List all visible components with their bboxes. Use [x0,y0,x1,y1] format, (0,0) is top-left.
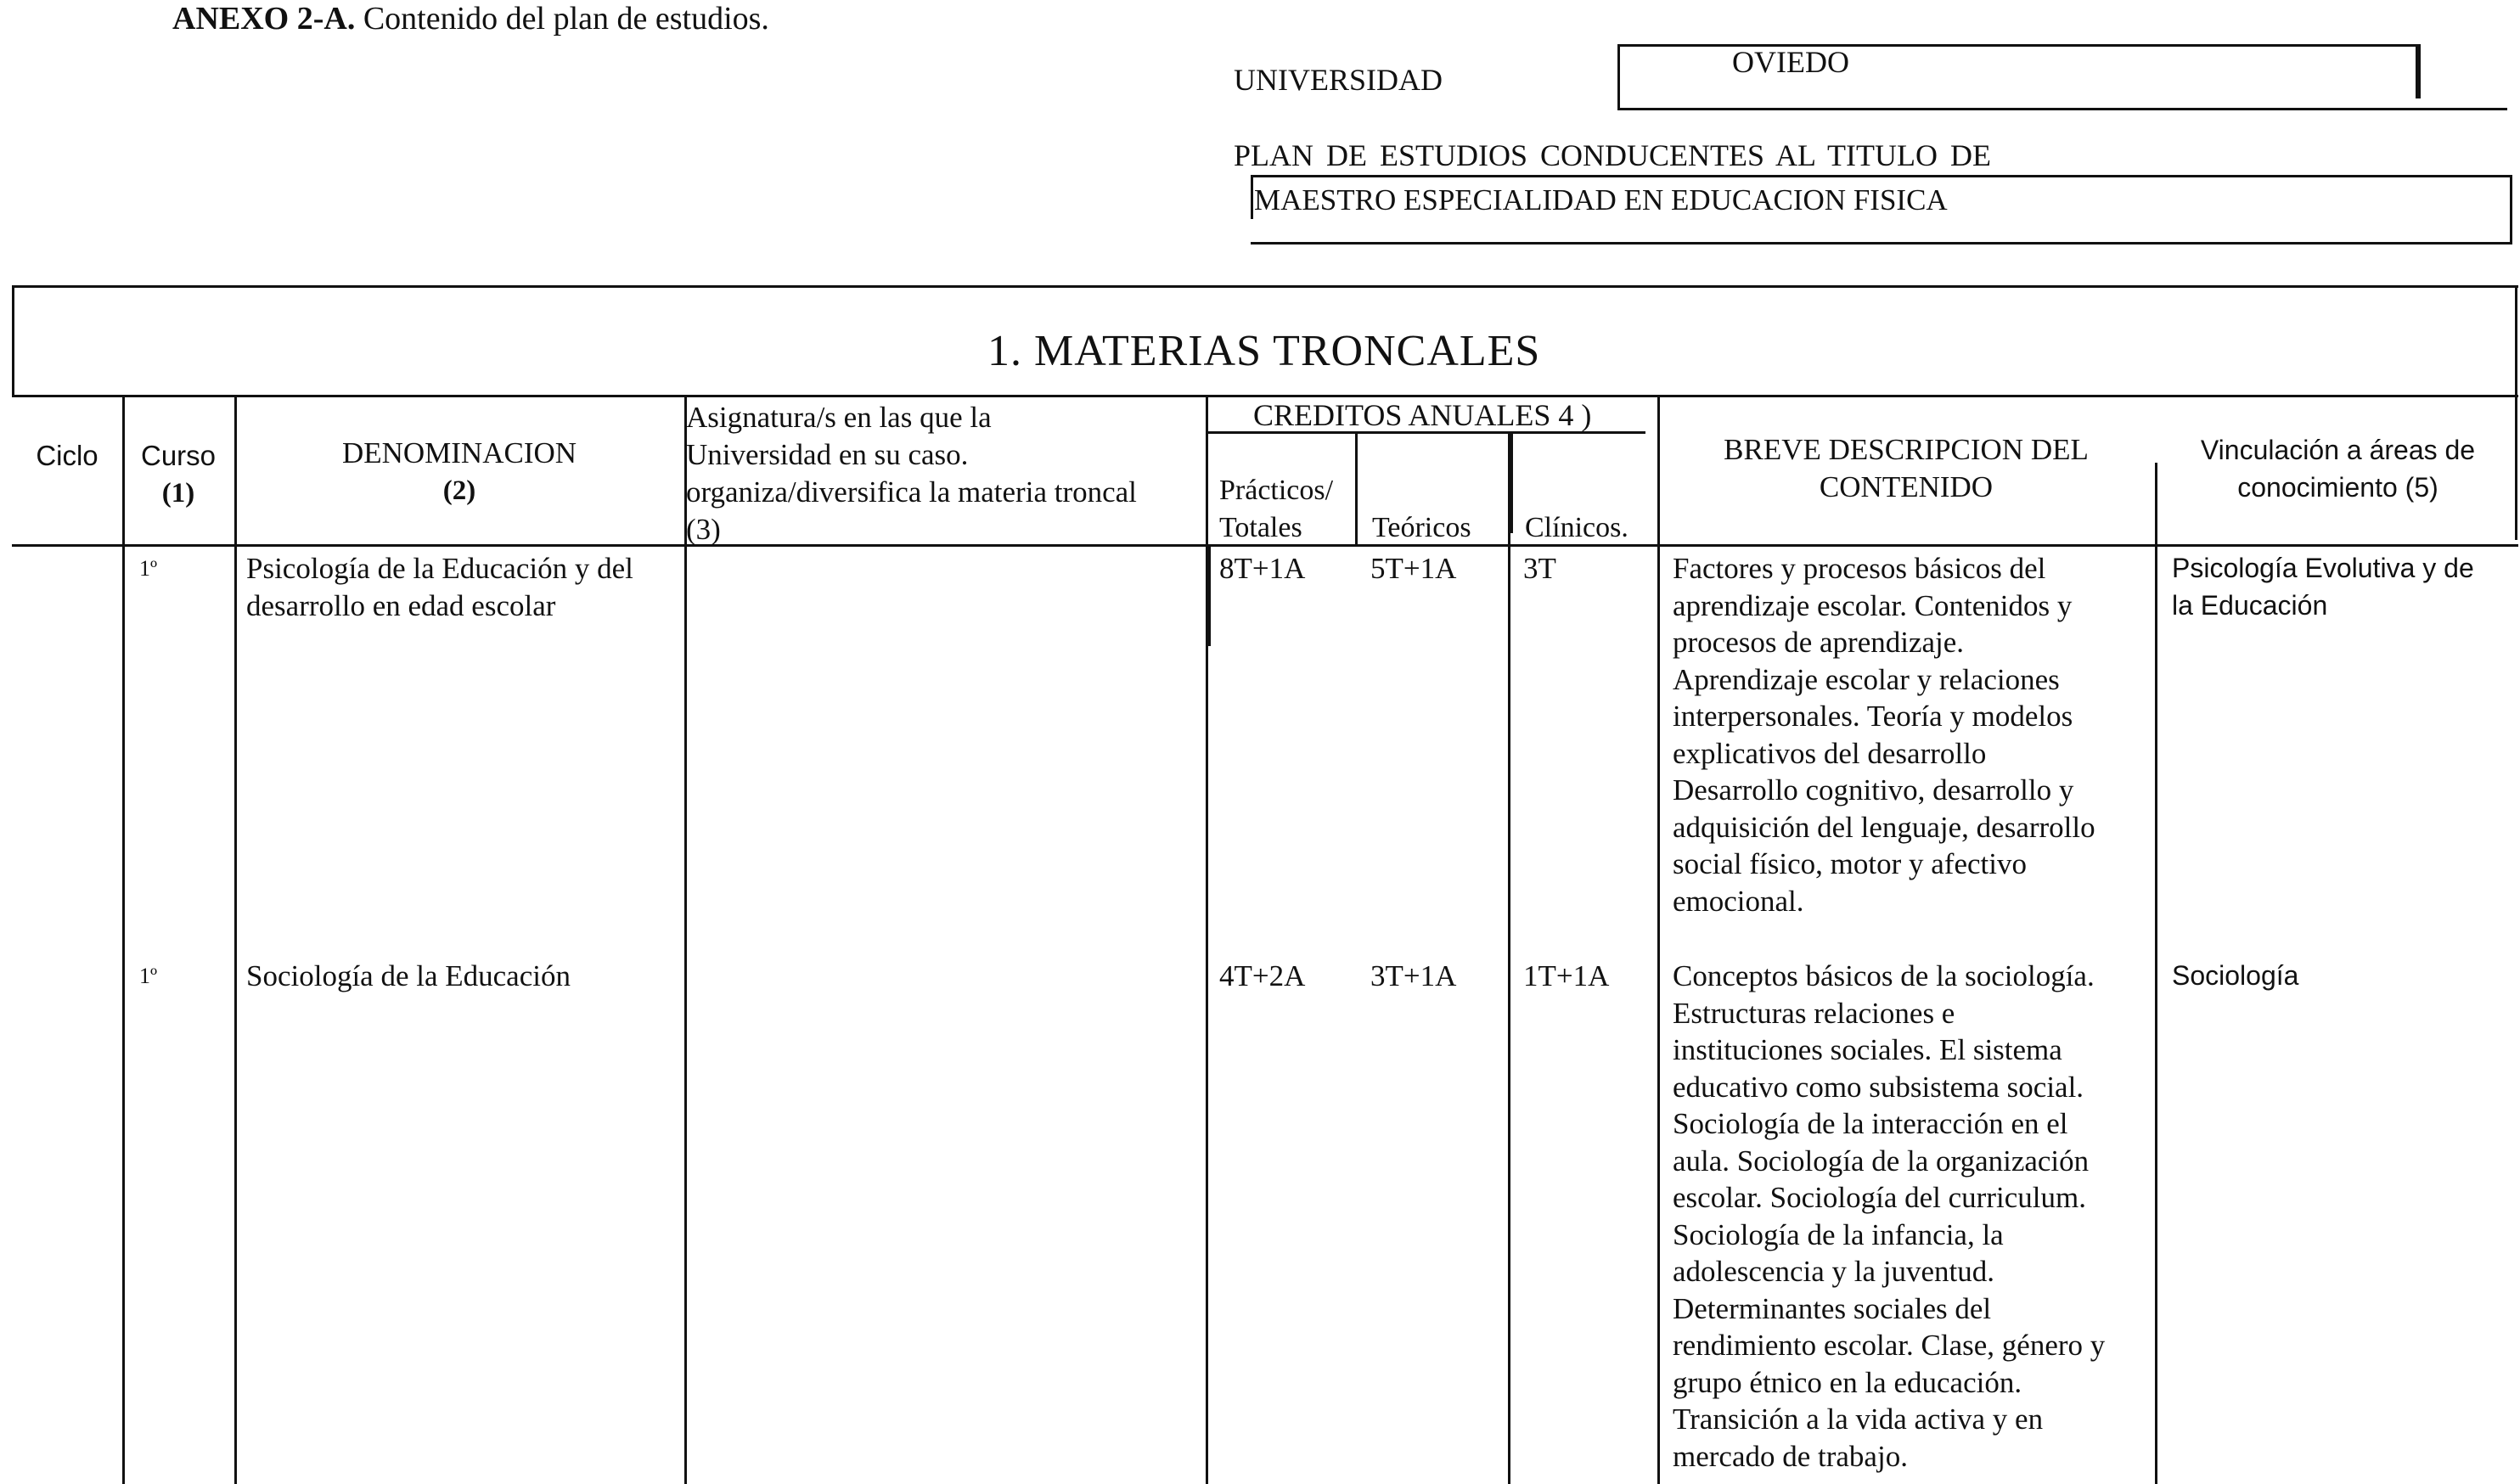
col-header-practicos-totales: Prácticos/ Totales [1219,475,1334,543]
university-label: UNIVERSIDAD [1234,63,1443,97]
row-descripcion: Factores y procesos básicos del aprendizaje escolar. Contenidos y procesos de aprendizaje. Aprendizaje escolar y relaciones interpersonales. Teoría y modelos explicativos del desarrollo Desarrollo cognitivo, desarrollo y adquisición del lenguaje, desarrollo social físico, motor y afectivo emocional. [1673,552,2095,918]
row-curso: 1º [139,964,158,988]
plan-label: PLAN DE ESTUDIOS CONDUCENTES AL TITULO DE [1234,138,1991,172]
row-vinculacion: Psicología Evolutiva y de la Educación [2172,553,2474,621]
row-teoricos: 5T+1A [1370,552,1457,585]
annex-title: ANEXO 2-A. Contenido del plan de estudios. [172,1,769,37]
col-header-denominacion: DENOMINACION (2) [341,436,577,506]
row-denominacion: Sociología de la Educación [246,959,571,992]
row-descripcion: Conceptos básicos de la sociología. Estructuras relaciones e instituciones sociales. El sistema educativo como subsistema social. Sociología de la interacción en el aula. Sociología de la organización escolar. Sociología del curriculum. Sociología de la infancia, la adolescencia y la juventud. Determinantes sociales del rendimiento escolar. Clase, género y grupo étnico en la educación. Transición a la vida activa y en mercado de trabajo. [1673,959,2106,1473]
col-header-ciclo: Ciclo [36,440,98,471]
section-title: 1. MATERIAS TRONCALES [987,327,1541,375]
row-curso: 1º [139,556,158,581]
row-denominacion: Psicología de la Educación y del desarrollo en edad escolar [246,552,633,622]
row-clinicos: 1T+1A [1523,959,1610,992]
col-header-creditos: CREDITOS ANUALES 4 ) [1253,398,1592,432]
col-header-clinicos: Clínicos. [1525,512,1628,543]
row-vinculacion: Sociología [2172,960,2299,991]
degree-title: MAESTRO ESPECIALIDAD EN EDUCACION FISICA [1254,183,1948,216]
row-totales: 4T+2A [1219,959,1306,992]
row-teoricos: 3T+1A [1370,959,1457,992]
row-totales: 8T+1A [1219,552,1306,585]
col-header-vinculacion: Vinculación a áreas de conocimiento (5) [2200,435,2476,503]
row-clinicos: 3T [1523,552,1556,585]
col-header-descripcion: BREVE DESCRIPCION DEL CONTENIDO [1724,433,2089,503]
university-value: OVIEDO [1732,45,1849,79]
degree-title-field [1251,175,2512,245]
university-field [1617,44,2507,109]
col-header-teoricos: Teóricos [1372,512,1471,543]
col-header-curso: Curso (1) [140,440,217,509]
col-header-asignatura: Asignatura/s en las que la Universidad en su caso. organiza/diversifica la materia troncal (3) [686,401,1137,546]
